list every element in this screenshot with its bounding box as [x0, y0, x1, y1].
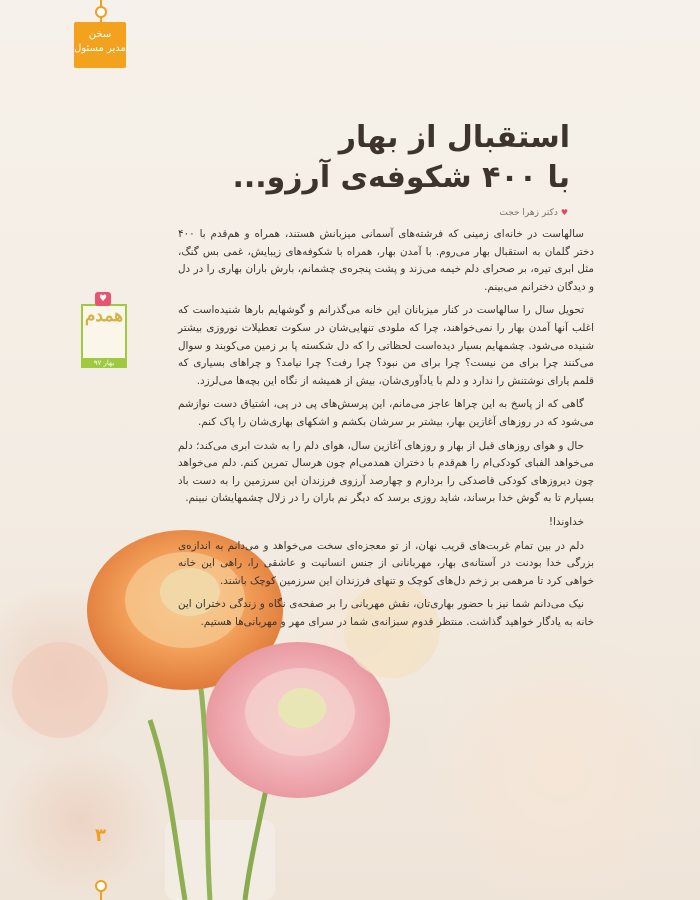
heart-icon: ♥ [560, 208, 568, 217]
author-name: دکتر زهرا حجت [499, 208, 558, 218]
article-title [232, 118, 570, 198]
section-tag [74, 22, 126, 68]
section-tag-line2: مدیر مسئول [74, 43, 126, 54]
title-line2: با ۴۰۰ شکوفه‌ی آرزو... [232, 160, 570, 195]
badge-logo: همدم [84, 306, 124, 326]
paragraph: خداوندا! [548, 515, 584, 528]
title-line1: استقبال از بهار [338, 120, 570, 155]
magazine-badge [77, 292, 131, 374]
top-marker-dot [95, 6, 107, 18]
page-number: ۳ [95, 825, 106, 846]
paragraph: گاهی که از پاسخ به این چراها عاجز می‌مانم، این پرسش‌های پی در پی، اشتیاق دست نوازشم می‌شود که در روزهای آغازین بهار، بیشتر بر سرشان بکشم و اشکهای بهاری‌شان را پاک کنم. [178, 398, 594, 428]
heart-pin-icon: ♥ [95, 292, 111, 306]
bottom-marker-dot [95, 880, 107, 892]
paragraph: دلم در بین تمام غربت‌های قریب نهان، از تو معجزه‌ای سخت می‌خواهد و می‌دانم به اندازه‌ی بزرگی خدا بودنت در آستانه‌ی بهار، مهربانانی از جنس انسانیت و عاشقی را، راهی این خانه خواهی کرد تا مرهمی بر زخم دل‌های کوچک و تنهای فرزندان این سرزمین کوچک باشند. [178, 539, 594, 587]
article-body [178, 226, 594, 637]
paragraph: تحویل سال را سالهاست در کنار میزبانان این خانه می‌گذرانم و گوشهایم بارها شنیده‌است که اغلب آنها آمدن بهار را نمی‌خواهند، چرا که ملودی تنهایی‌شان در سکوت تعطیلات نوروزی بیشتر شنیده می‌شود. چشمهایم بسیار دیده‌است لحظاتی را که دل شکسته پا بر زمین می‌کوبند و سوال می‌کنند چرا برای من نیست؟ چرا برای من نبود؟ چرا رفت؟ چرا نیامد؟ و چراهای بسیاری که قلمم یارای نوشتنش را ندارد و دلم با یادآوری‌شان، بیش از همیشه از نگاه این بچه‌ها می‌لرزد. [178, 304, 594, 387]
section-tag-line1: سخن [88, 29, 112, 40]
paragraph: حال و هوای روزهای قبل از بهار و روزهای آغازین سال، هوای دلم را به شدت ابری می‌کند؛ دلم می‌خواهد الفبای کودکی‌ام را هم‌قدم با دختران همدمی‌ام چون هرسال تمرین کنم. دلم می‌خواهد چون دیروزهای کودکی قاصدکی را بردارم و چهارصد آرزوی فرزندان این سرزمین را به دست باد بسپارم تا به گوش خدا برساند، شاید روزی برسد که دیگر نم باران را در زلال چشمهایشان نبینم. [178, 439, 594, 505]
paragraph: نیک می‌دانم شما نیز با حضور بهاری‌تان، نقش مهربانی را بر صفحه‌ی نگاه و زندگی دختران این خانه به یادگار خواهید گذاشت. منتظر قدوم سبزانه‌ی شما در سرای مهر و مهربانی‌ها هستیم. [178, 598, 594, 628]
badge-footer: بهار ۹۷ [81, 358, 127, 368]
author-byline [499, 208, 568, 218]
paragraph: سالهاست در خانه‌ای زمینی که فرشته‌های آسمانی میزبانش هستند، همراه و هم‌قدم با ۴۰۰ دختر گلمان به استقبال بهار می‌روم. با آمدن بهار، همراه با شکوفه‌های زیبایش، غمی بس گنگ، مثل ابری تیره، بر صحرای دلم خیمه می‌زند و پشت پنجره‌ی چشمانم، بارش باران بهاری را در دل و دیدگان دخترانم می‌بینم. [178, 228, 594, 293]
